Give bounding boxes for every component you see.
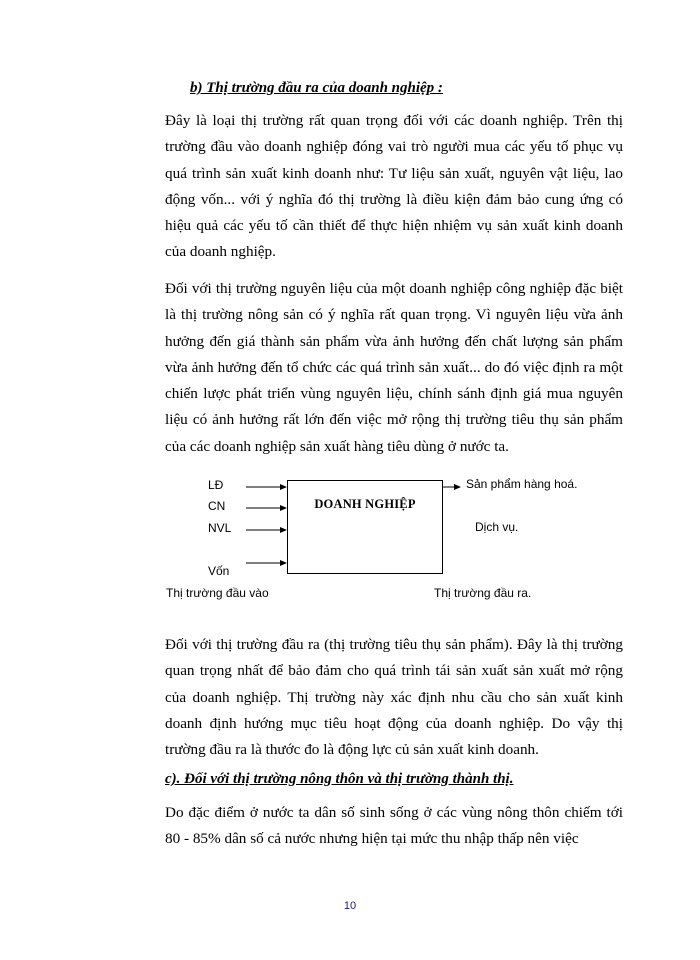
paragraph-3	[165, 632, 623, 763]
output-market-label: Thị trường đầu ra.	[434, 586, 532, 600]
enterprise-box-label: DOANH NGHIỆP	[314, 497, 416, 511]
input-label-cn: CN	[208, 499, 226, 513]
paragraph-2-text: Đối với thị trường nguyên liệu của một doanh nghiệp công nghiệp đặc biệt là thị trường nông sản có ý nghĩa rất quan trọng. Vì nguyên liệu vừa ảnh hưởng đến giá thành sản phẩm vừa ảnh hưởng đến chất lượng sản phẩm vừa ảnh hưởng đến tổ chức các quá trình sản xuất... do đó việc định ra một chiến lược phát triển vùng nguyên liệu, chính sánh định giá mua nguyên liệu có ảnh hưởng rất lớn đến việc mở rộng thị trường tiêu thụ sản phẩm của các doanh nghiệp sản xuất hàng tiêu dùng ở nước ta.	[165, 280, 623, 455]
output-label-services: Dịch vụ.	[475, 520, 519, 534]
section-c-heading: c). Đối với thị trường nông thôn và thị trường thành thị.	[165, 771, 514, 787]
output-label-products: Sản phẩm hàng hoá.	[466, 477, 578, 491]
input-label-ld: LĐ	[208, 478, 224, 492]
paragraph-4-text: Do đặc điểm ở nước ta dân số sinh sống ở các vùng nông thôn chiếm tới 80 - 85% dân số cả nước nhưng hiện tại mức thu nhập thấp nên việc	[165, 804, 623, 848]
input-label-von: Vốn	[208, 564, 230, 578]
paragraph-3-text: Đối với thị trường đầu ra (thị trường tiêu thụ sản phẩm). Đây là thị trường quan trọng nhất để bảo đảm cho quá trình tái sản xuất sản xuất mở rộng của doanh nghiệp. Thị trường này xác định nhu cầu cho sản xuất kinh doanh định hướng mục tiêu hoạt động của doanh nghiệp. Do vậy thị trường đầu ra là thước đo là động lực củ sản xuất kinh doanh.	[165, 636, 623, 759]
section-c-paragraph	[165, 800, 623, 853]
paragraph-1-text: Đây là loại thị trường rất quan trọng đối với các doanh nghiệp. Trên thị trường đầu vào doanh nghiệp đóng vai trò người mua các yếu tố phục vụ quá trình sản xuất kinh doanh như: Tư liệu sản xuất, nguyên vật liệu, lao động vốn... với ý nghĩa đó thị trường là điều kiện đảm bảo cung ứng có hiệu quả các yếu tố cần thiết để thực hiện nhiệm vụ sản xuất kinh doanh của doanh nghiệp.	[165, 112, 623, 261]
input-market-label: Thị trường đầu vào	[166, 586, 269, 600]
enterprise-box	[287, 480, 443, 574]
section-b-heading: b) Thị trường đầu ra của doanh nghiệp :	[190, 80, 443, 96]
page-number: 10	[343, 900, 357, 912]
input-label-nvl: NVL	[208, 521, 232, 535]
